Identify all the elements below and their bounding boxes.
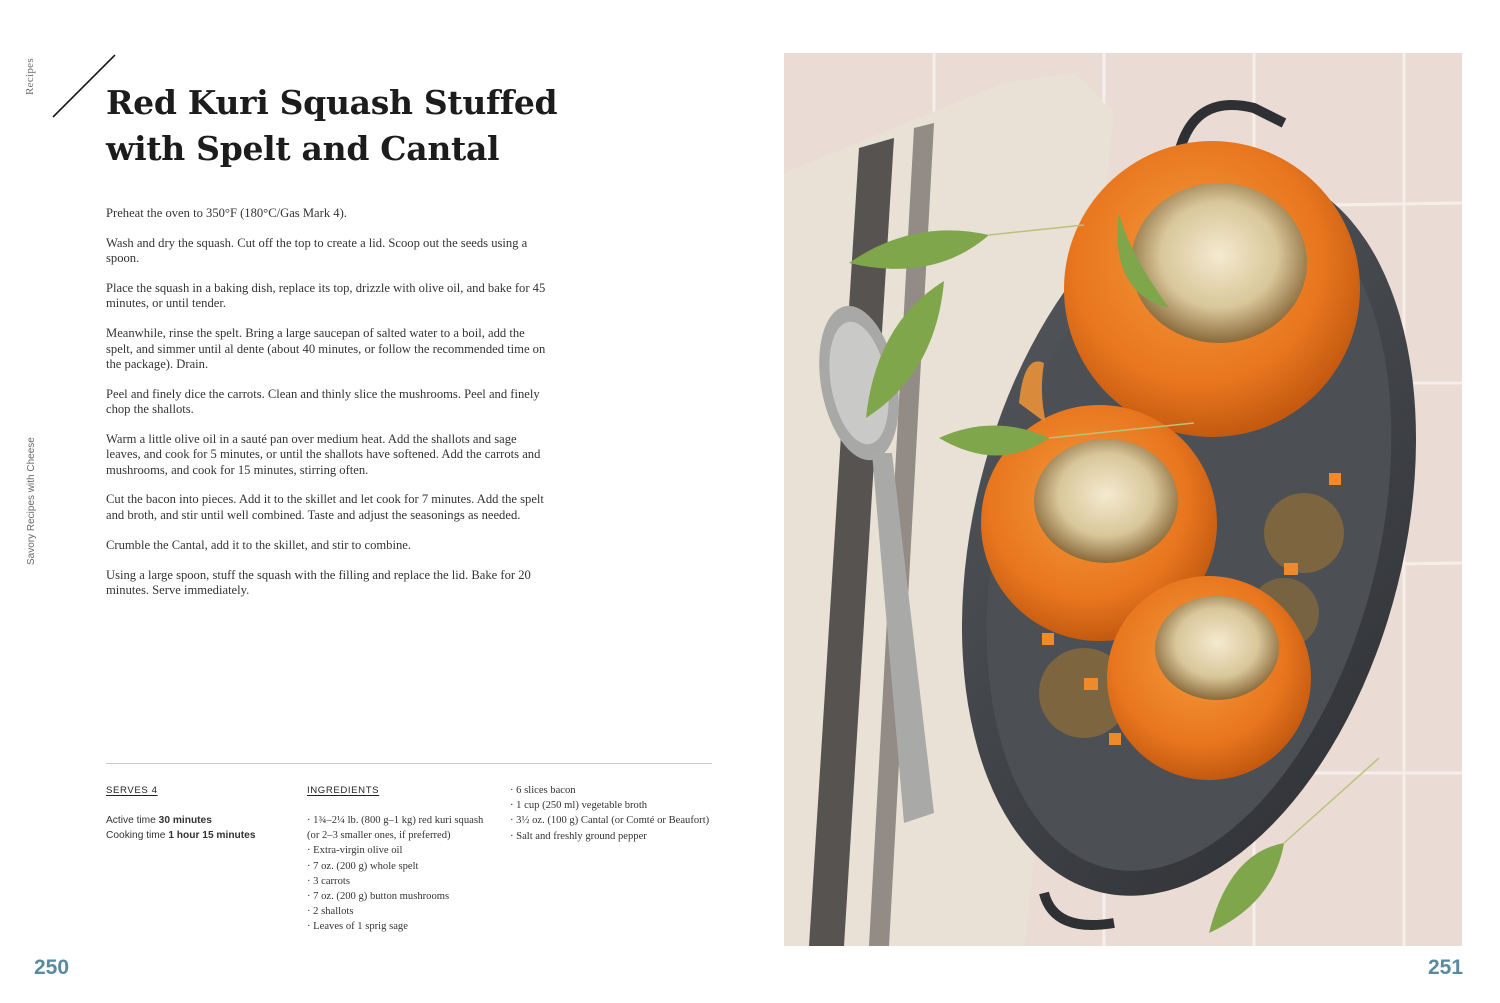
- cooking-time-label: Cooking time: [106, 830, 166, 842]
- page-number-right: 251: [1428, 956, 1464, 979]
- page-number-left: 250: [34, 956, 70, 979]
- ingredients-heading: INGREDIENTS: [307, 785, 380, 796]
- recipe-method: [106, 206, 546, 613]
- ingredient-item: · 6 slices bacon: [510, 785, 576, 796]
- ingredients-column-1: [307, 783, 497, 935]
- recipe-photo: [784, 53, 1462, 946]
- ingredient-item: · Leaves of 1 sprig sage: [307, 921, 408, 933]
- ingredient-item: · 1 cup (250 ml) vegetable broth: [510, 800, 648, 812]
- step-9: Using a large spoon, stuff the squash with the filling and replace the lid. Bake for 20 minutes. Serve immediately.: [106, 567, 531, 597]
- active-time: [106, 813, 296, 828]
- section-label: Recipes: [24, 58, 36, 95]
- step-4: Meanwhile, rinse the spelt. Bring a large saucepan of salted water to a boil, add the spelt, and simmer until al dente (about 40 minutes, or follow the recommended time on the package). Drain.: [106, 326, 546, 371]
- active-time-label: Active time: [106, 815, 156, 826]
- serves-heading: SERVES 4: [106, 785, 158, 796]
- ingredient-item: · Extra-virgin olive oil: [307, 845, 403, 857]
- stuffed-squash-image: [784, 53, 1462, 946]
- step-3: Place the squash in a baking dish, replace its top, drizzle with olive oil, and bake for 45 minutes, or until tender.: [106, 281, 546, 311]
- title-line-1: Red Kuri Squash Stuffed: [106, 83, 558, 122]
- step-2: Wash and dry the squash. Cut off the top to create a lid. Scoop out the seeds using a spoon.: [106, 235, 528, 266]
- serves-column: [106, 783, 296, 843]
- cooking-time: [106, 828, 296, 843]
- ingredient-item: · 2 shallots: [307, 906, 354, 918]
- info-divider: [106, 763, 712, 764]
- ingredients-list-2: [510, 783, 710, 844]
- active-time-value: 30 minutes: [158, 815, 212, 826]
- ingredient-item: · 3½ oz. (100 g) Cantal (or Comté or Beaufort): [510, 815, 710, 827]
- ingredient-item: · Salt and freshly ground pepper: [510, 830, 647, 842]
- cooking-time-value: 1 hour 15 minutes: [168, 830, 256, 842]
- recipe-title: [106, 80, 566, 172]
- step-1: Preheat the oven to 350°F (180°C/Gas Mark 4).: [106, 206, 347, 220]
- step-8: Crumble the Cantal, add it to the skillet, and stir to combine.: [106, 537, 411, 552]
- chapter-label: Savory Recipes with Cheese: [26, 437, 37, 565]
- ingredient-item: · 7 oz. (200 g) whole spelt: [307, 860, 419, 872]
- step-6: Warm a little olive oil in a sauté pan over medium heat. Add the shallots and sage leaves, and cook for 5 minutes, or until the shallots have softened. Add the carrots and mushrooms, and cook for 15 minutes, stirring often.: [106, 431, 541, 477]
- step-7: Cut the bacon into pieces. Add it to the skillet and let cook for 7 minutes. Add the spelt and broth, and stir until well combined. Taste and adjust the seasonings as needed.: [106, 492, 544, 522]
- ingredient-item: · 1¾–2¼ lb. (800 g–1 kg) red kuri squash (or 2–3 smaller ones, if preferred): [307, 815, 484, 842]
- step-5: Peel and finely dice the carrots. Clean and thinly slice the mushrooms. Peel and finely chop the shallots.: [106, 386, 540, 417]
- ingredient-item: · 7 oz. (200 g) button mushrooms: [307, 891, 450, 903]
- ingredient-item: · 3 carrots: [307, 875, 350, 887]
- title-line-2: with Spelt and Cantal: [106, 129, 500, 168]
- ingredients-column-2: [510, 783, 710, 844]
- ingredients-list-1: [307, 813, 497, 935]
